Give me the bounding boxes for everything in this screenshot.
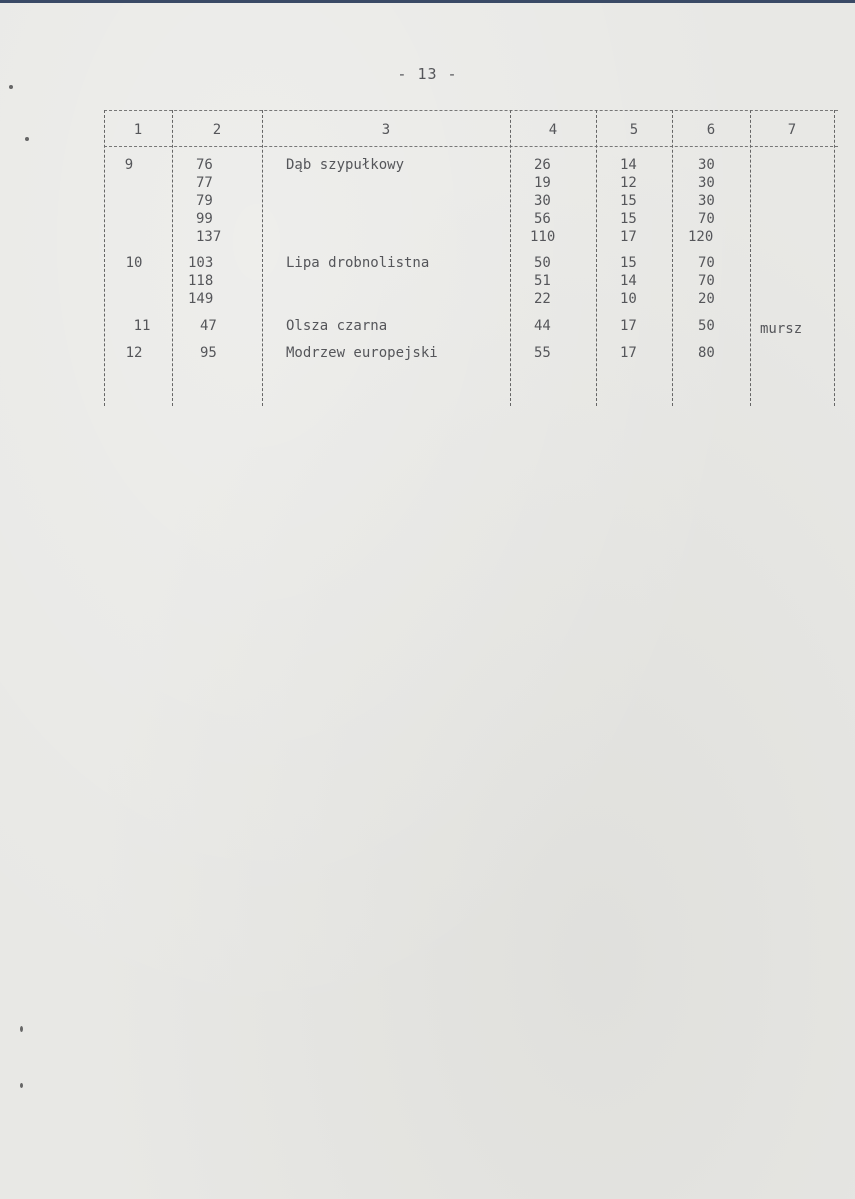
column-header-7: 7	[787, 122, 797, 138]
col5-value: 15	[620, 255, 637, 271]
tree-number: 76	[196, 157, 213, 173]
column-rule	[834, 110, 835, 406]
col5-value: 17	[620, 345, 637, 361]
col4-value: 22	[534, 291, 551, 307]
col5-value: 17	[620, 229, 637, 245]
col4-value: 50	[534, 255, 551, 271]
col6-value: 70	[698, 255, 715, 271]
col5-value: 15	[620, 211, 637, 227]
row-number: 10	[125, 255, 143, 271]
col4-value: 55	[534, 345, 551, 361]
col6-value: 120	[688, 229, 714, 245]
speck	[9, 85, 13, 89]
col4-value: 56	[534, 211, 551, 227]
col5-value: 15	[620, 193, 637, 209]
row-number: 9	[124, 157, 134, 173]
col5-value: 10	[620, 291, 637, 307]
note-value: mursz	[760, 321, 803, 337]
speck	[20, 1026, 23, 1032]
col6-value: 30	[698, 157, 715, 173]
column-rule	[596, 110, 597, 406]
column-header-1: 1	[133, 122, 143, 138]
column-header-6: 6	[706, 122, 716, 138]
col6-value: 80	[698, 345, 715, 361]
column-header-4: 4	[548, 122, 558, 138]
page-number: - 13 -	[397, 65, 458, 83]
tree-number: 103	[188, 255, 214, 271]
table-top-rule	[104, 110, 838, 111]
col5-value: 14	[620, 273, 637, 289]
column-header-3: 3	[381, 122, 391, 138]
column-header-5: 5	[629, 122, 639, 138]
species-name: Lipa drobnolistna	[286, 255, 430, 271]
col5-value: 14	[620, 157, 637, 173]
tree-number: 95	[200, 345, 217, 361]
col4-value: 26	[534, 157, 551, 173]
table-header-rule	[104, 146, 838, 147]
species-name: Modrzew europejski	[286, 345, 438, 361]
tree-number: 99	[196, 211, 213, 227]
row-number: 12	[125, 345, 143, 361]
species-name: Dąb szypułkowy	[286, 157, 405, 173]
column-header-2: 2	[212, 122, 222, 138]
tree-number: 137	[196, 229, 222, 245]
column-rule	[262, 110, 263, 406]
col5-value: 12	[620, 175, 637, 191]
speck	[25, 137, 29, 141]
col5-value: 17	[620, 318, 637, 334]
column-rule	[672, 110, 673, 406]
species-name: Olsza czarna	[286, 318, 388, 334]
column-rule	[510, 110, 511, 406]
col4-value: 19	[534, 175, 551, 191]
col4-value: 51	[534, 273, 551, 289]
speck	[20, 1083, 23, 1088]
tree-number: 149	[188, 291, 214, 307]
col4-value: 44	[534, 318, 551, 334]
col6-value: 30	[698, 175, 715, 191]
col6-value: 20	[698, 291, 715, 307]
tree-table	[104, 110, 838, 406]
column-rule	[750, 110, 751, 406]
row-number: 11	[133, 318, 151, 334]
col6-value: 70	[698, 211, 715, 227]
col4-value: 30	[534, 193, 551, 209]
tree-number: 47	[200, 318, 217, 334]
column-rule	[172, 110, 173, 406]
tree-number: 118	[188, 273, 214, 289]
col6-value: 30	[698, 193, 715, 209]
col4-value: 110	[530, 229, 556, 245]
col6-value: 50	[698, 318, 715, 334]
tree-number: 77	[196, 175, 213, 191]
col6-value: 70	[698, 273, 715, 289]
tree-number: 79	[196, 193, 213, 209]
